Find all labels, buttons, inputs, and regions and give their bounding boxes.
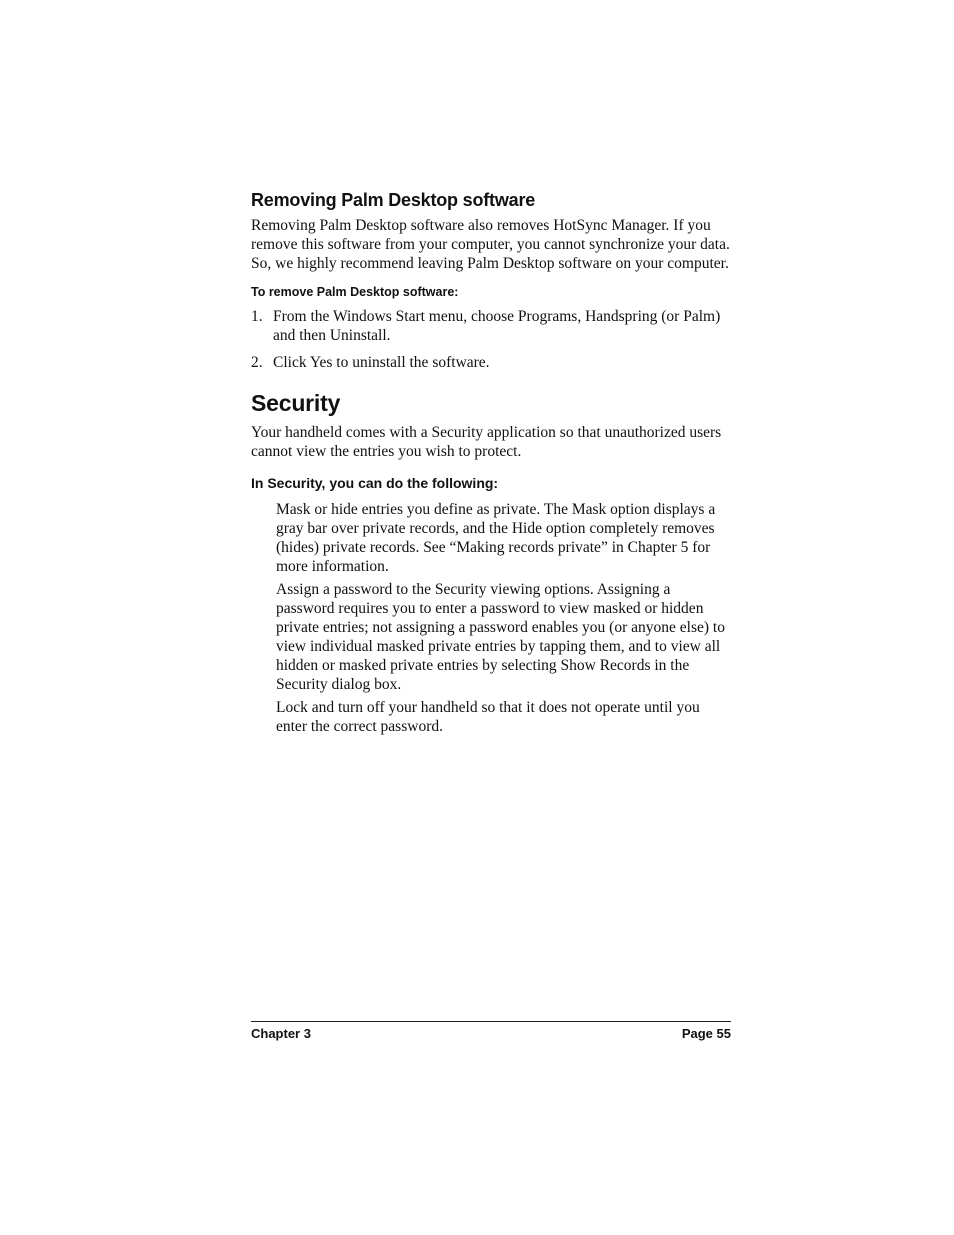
step-item [251,353,731,372]
footer-chapter: Chapter 3 [251,1026,311,1041]
footer-page-number: Page 55 [681,1026,731,1041]
page-content [251,190,731,740]
removing-paragraph: Removing Palm Desktop software also removes HotSync Manager. If you remove this software from your computer, you cannot synchronize your data. So, we highly recommend leaving Palm Desktop software on your computer. [251,217,730,272]
list-heading: In Security, you can do the following: [251,475,499,491]
step-number: 1. [251,308,263,325]
list-item: Mask or hide entries you define as private. The Mask option displays a gray bar over private records, and the Hide option completely removes (hides) private records. See “Making records private” in Chapter 5 for more information. [276,501,716,575]
section-heading-removing: Removing Palm Desktop software [251,190,536,210]
section-heading-security: Security [251,390,341,416]
step-text: Click Yes to uninstall the software. [273,354,490,371]
step-item [251,307,731,345]
list-item: Assign a password to the Security viewing options. Assigning a password requires you to enter a password to view masked or hidden private entries; not assigning a password enables you (or anyone else) to view individual masked private entries by tapping them, and to view all hidden or masked private entries by selecting Show Records in the Security dialog box. [276,581,725,693]
step-text: From the Windows Start menu, choose Programs, Handspring (or Palm) and then Uninstall. [273,308,721,344]
list-item: Lock and turn off your handheld so that it does not operate until you enter the correct password. [276,699,700,735]
security-paragraph: Your handheld comes with a Security application so that unauthorized users cannot view the entries you wish to protect. [251,424,722,460]
step-number: 2. [251,354,263,371]
procedure-heading: To remove Palm Desktop software: [251,285,459,299]
page-footer [251,1021,731,1041]
